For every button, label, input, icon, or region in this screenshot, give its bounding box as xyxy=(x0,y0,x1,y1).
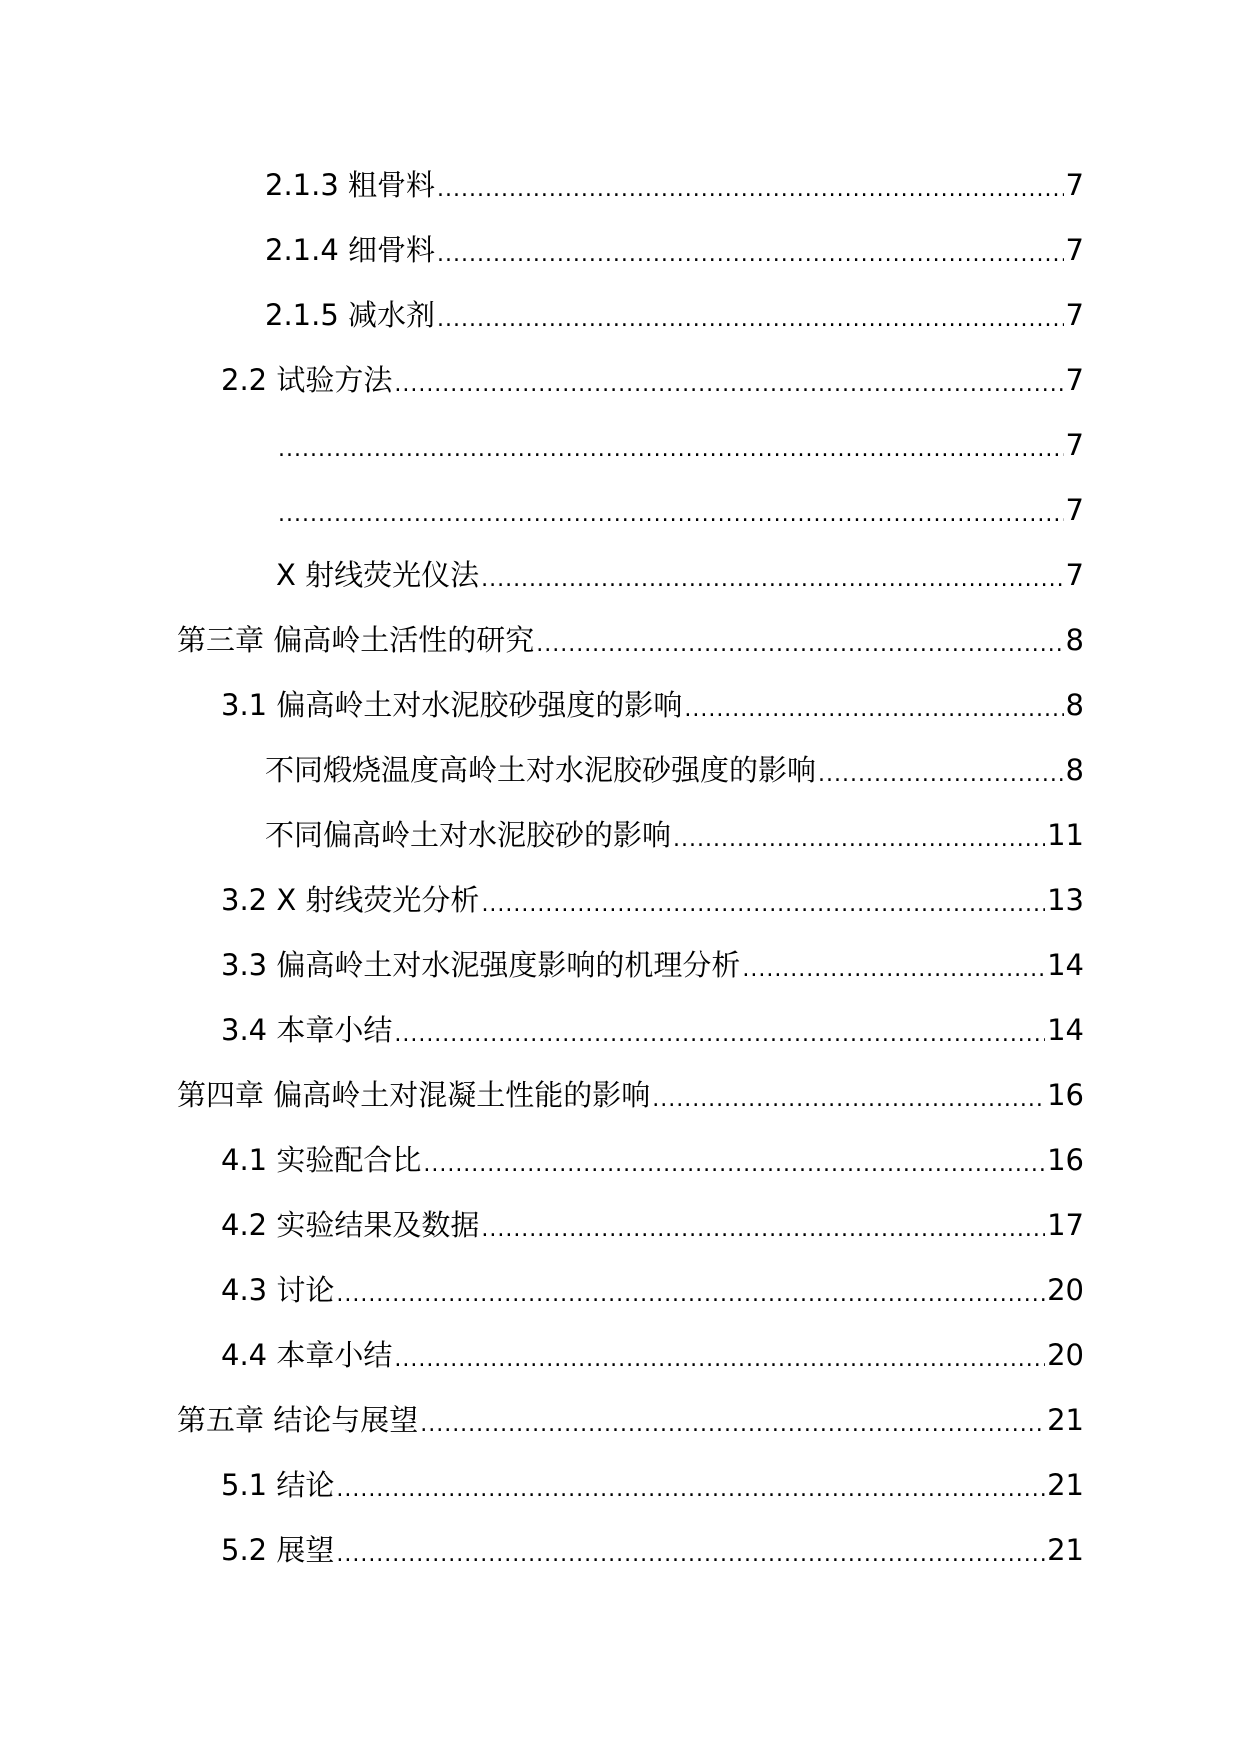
toc-entry-title: 4.1 实验配合比 xyxy=(221,1143,422,1177)
toc-dot-leader xyxy=(437,309,1064,331)
toc-entry-chapter-3[interactable] xyxy=(0,608,1241,673)
toc-page-number: 13 xyxy=(1047,883,1084,917)
toc-page-number: 16 xyxy=(1047,1143,1084,1177)
toc-entry-title: 5.1 结论 xyxy=(221,1468,335,1502)
toc-entry-2-1-4[interactable] xyxy=(0,218,1241,283)
toc-page-number: 17 xyxy=(1047,1208,1084,1242)
toc-entry-2-1-3[interactable] xyxy=(0,153,1241,218)
toc-entry-4-4[interactable] xyxy=(0,1323,1241,1388)
toc-dot-leader xyxy=(684,699,1063,721)
toc-dot-leader xyxy=(278,504,1064,526)
toc-dot-leader xyxy=(652,1089,1045,1111)
toc-dot-leader xyxy=(336,1544,1045,1566)
toc-dot-leader xyxy=(481,569,1063,591)
toc-entry-title: 2.2 试验方法 xyxy=(221,363,393,397)
toc-entry-title: 2.1.3 粗骨料 xyxy=(265,168,436,202)
toc-entry-title: X 射线荧光仪法 xyxy=(276,558,480,592)
toc-entry-title: 2.1.5 减水剂 xyxy=(265,298,436,332)
toc-entry-title: 第四章 偏高岭土对混凝土性能的影响 xyxy=(177,1078,651,1112)
toc-page-number: 8 xyxy=(1065,753,1084,787)
toc-entry-chapter-5[interactable] xyxy=(0,1388,1241,1453)
toc-entry-4-2[interactable] xyxy=(0,1193,1241,1258)
toc-entry-title: 4.4 本章小结 xyxy=(221,1338,393,1372)
toc-entry-title: 3.1 偏高岭土对水泥胶砂强度的影响 xyxy=(221,688,683,722)
toc-page-number: 21 xyxy=(1047,1533,1084,1567)
table-of-contents xyxy=(0,153,1241,1583)
toc-page-number: 14 xyxy=(1047,1013,1084,1047)
toc-entry-5-1[interactable] xyxy=(0,1453,1241,1518)
toc-entry-title: 4.2 实验结果及数据 xyxy=(221,1208,480,1242)
toc-dot-leader xyxy=(818,764,1064,786)
toc-dot-leader xyxy=(673,829,1045,851)
toc-dot-leader xyxy=(481,1219,1045,1241)
toc-dot-leader xyxy=(536,634,1063,656)
toc-dot-leader xyxy=(742,959,1045,981)
toc-page-number: 7 xyxy=(1065,558,1084,592)
toc-page-number: 21 xyxy=(1047,1403,1084,1437)
toc-dot-leader xyxy=(423,1154,1045,1176)
toc-entry-chapter-4[interactable] xyxy=(0,1063,1241,1128)
toc-page-number: 7 xyxy=(1065,298,1084,332)
toc-page-number: 7 xyxy=(1065,168,1084,202)
toc-entry-4-1[interactable] xyxy=(0,1128,1241,1193)
toc-page-number: 20 xyxy=(1047,1338,1084,1372)
toc-page-number: 7 xyxy=(1065,428,1084,462)
toc-dot-leader xyxy=(481,894,1045,916)
toc-page-number: 16 xyxy=(1047,1078,1084,1112)
toc-entry-title: 不同煅烧温度高岭土对水泥胶砂强度的影响 xyxy=(265,753,817,787)
toc-entry-title: 2.1.4 细骨料 xyxy=(265,233,436,267)
toc-page-number: 8 xyxy=(1065,623,1084,657)
toc-page-number: 21 xyxy=(1047,1468,1084,1502)
toc-entry-3-4[interactable] xyxy=(0,998,1241,1063)
toc-entry-2-1-5[interactable] xyxy=(0,283,1241,348)
toc-entry-title: 3.4 本章小结 xyxy=(221,1013,393,1047)
toc-entry-title: 4.3 讨论 xyxy=(221,1273,335,1307)
toc-page-number: 11 xyxy=(1047,818,1084,852)
toc-dot-leader xyxy=(278,439,1064,461)
toc-page-number: 7 xyxy=(1065,363,1084,397)
toc-entry-title: 3.3 偏高岭土对水泥强度影响的机理分析 xyxy=(221,948,741,982)
toc-entry-untitled-1[interactable] xyxy=(0,413,1241,478)
toc-dot-leader xyxy=(437,244,1064,266)
toc-entry-5-2[interactable] xyxy=(0,1518,1241,1583)
toc-entry-3-2[interactable] xyxy=(0,868,1241,933)
toc-dot-leader xyxy=(336,1284,1045,1306)
toc-dot-leader xyxy=(420,1414,1045,1436)
toc-dot-leader xyxy=(394,1349,1045,1371)
toc-entry-calcination-temperature[interactable] xyxy=(0,738,1241,803)
toc-entry-3-3[interactable] xyxy=(0,933,1241,998)
toc-dot-leader xyxy=(394,1024,1045,1046)
toc-page-number: 8 xyxy=(1065,688,1084,722)
toc-page-number: 14 xyxy=(1047,948,1084,982)
toc-entry-4-3[interactable] xyxy=(0,1258,1241,1323)
toc-dot-leader xyxy=(394,374,1063,396)
toc-entry-title: 第五章 结论与展望 xyxy=(177,1403,419,1437)
toc-entry-title: 第三章 偏高岭土活性的研究 xyxy=(177,623,535,657)
toc-entry-title: 不同偏高岭土对水泥胶砂的影响 xyxy=(265,818,672,852)
toc-page-number: 20 xyxy=(1047,1273,1084,1307)
toc-entry-untitled-2[interactable] xyxy=(0,478,1241,543)
toc-entry-3-1[interactable] xyxy=(0,673,1241,738)
toc-entry-title: 5.2 展望 xyxy=(221,1533,335,1567)
toc-dot-leader xyxy=(336,1479,1045,1501)
toc-entry-2-2[interactable] xyxy=(0,348,1241,413)
toc-entry-title: 3.2 X 射线荧光分析 xyxy=(221,883,480,917)
toc-entry-xrf-method[interactable] xyxy=(0,543,1241,608)
toc-entry-different-metakaolin[interactable] xyxy=(0,803,1241,868)
toc-page-number: 7 xyxy=(1065,493,1084,527)
toc-page-number: 7 xyxy=(1065,233,1084,267)
toc-dot-leader xyxy=(437,179,1064,201)
